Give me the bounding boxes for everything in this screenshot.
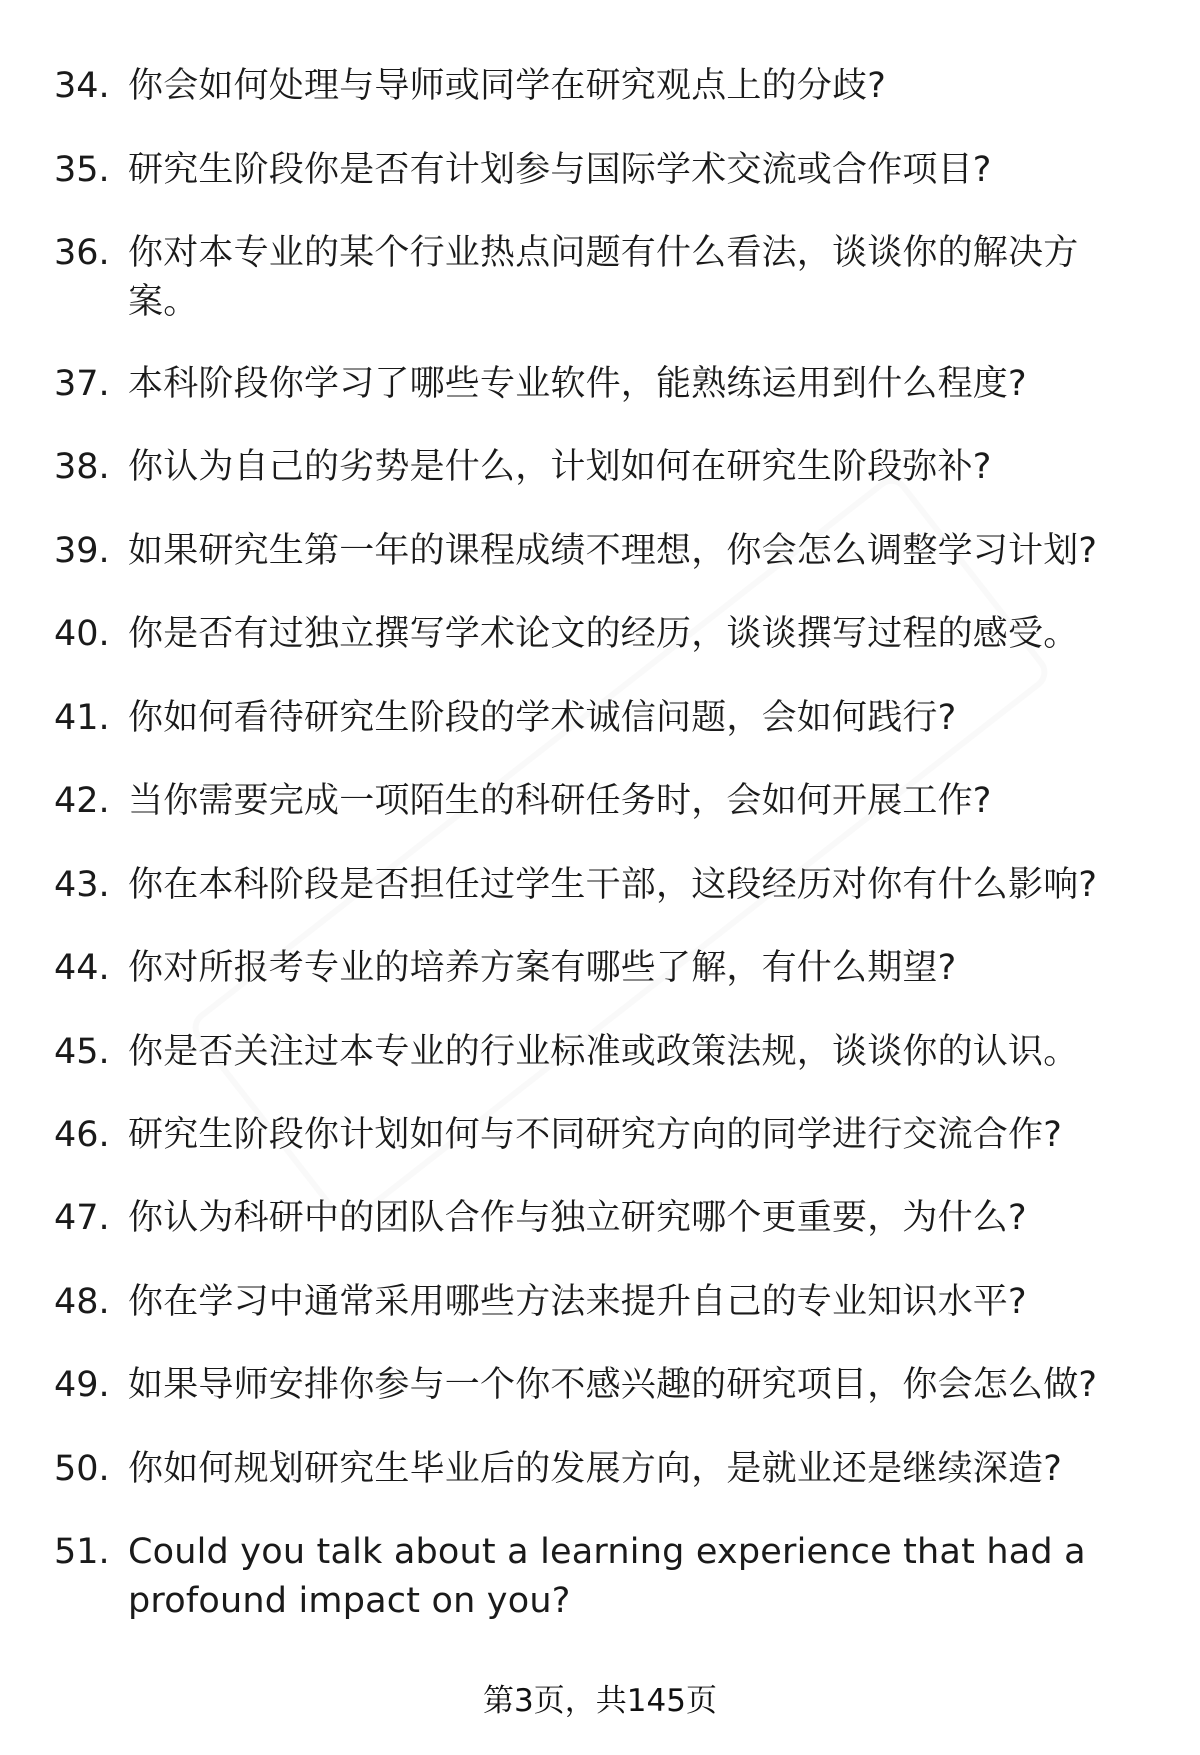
question-number: 38.: [54, 447, 110, 487]
question-text: Could you talk about a learning experience that had a profound impact on you?: [128, 1532, 1086, 1621]
question-number: 35.: [54, 150, 110, 190]
question-text: 你对所报考专业的培养方案有哪些了解，有什么期望?: [128, 948, 957, 988]
page-number: 第3页，共145页: [483, 1683, 717, 1719]
question-text: 你在学习中通常采用哪些方法来提升自己的专业知识水平?: [128, 1282, 1027, 1322]
question-number: 42.: [54, 781, 110, 821]
question-number: 40.: [54, 614, 110, 654]
question-text: 研究生阶段你是否有计划参与国际学术交流或合作项目?: [128, 150, 992, 190]
question-text: 如果研究生第一年的课程成绩不理想，你会怎么调整学习计划?: [128, 531, 1098, 571]
question-text: 你在本科阶段是否担任过学生干部，这段经历对你有什么影响?: [128, 865, 1098, 905]
question-number: 37.: [54, 364, 110, 404]
question-text: 你是否有过独立撰写学术论文的经历，谈谈撰写过程的感受。: [128, 614, 1079, 654]
question-number: 46.: [54, 1115, 110, 1155]
question-text: 研究生阶段你计划如何与不同研究方向的同学进行交流合作?: [128, 1115, 1062, 1155]
question-text: 你认为科研中的团队合作与独立研究哪个更重要，为什么?: [128, 1198, 1027, 1238]
question-number: 41.: [54, 698, 110, 738]
question-number: 47.: [54, 1198, 110, 1238]
question-text: 本科阶段你学习了哪些专业软件，能熟练运用到什么程度?: [128, 364, 1027, 404]
question-text: 你认为自己的劣势是什么，计划如何在研究生阶段弥补?: [128, 447, 992, 487]
question-number: 36.: [54, 233, 110, 273]
question-text: 你是否关注过本专业的行业标准或政策法规，谈谈你的认识。: [128, 1032, 1079, 1072]
question-text: 你如何看待研究生阶段的学术诚信问题，会如何践行?: [128, 698, 957, 738]
question-text: 你对本专业的某个行业热点问题有什么看法，谈谈你的解决方案。: [128, 233, 1079, 322]
question-text: 你会如何处理与导师或同学在研究观点上的分歧?: [128, 66, 886, 106]
question-number: 44.: [54, 948, 110, 988]
question-text: 当你需要完成一项陌生的科研任务时，会如何开展工作?: [128, 781, 992, 821]
question-number: 50.: [54, 1449, 110, 1489]
question-number: 49.: [54, 1365, 110, 1405]
question-number: 48.: [54, 1282, 110, 1322]
question-number: 45.: [54, 1032, 110, 1072]
question-text: 你如何规划研究生毕业后的发展方向，是就业还是继续深造?: [128, 1449, 1062, 1489]
question-number: 34.: [54, 66, 110, 106]
question-number: 39.: [54, 531, 110, 571]
question-text: 如果导师安排你参与一个你不感兴趣的研究项目，你会怎么做?: [128, 1365, 1098, 1405]
question-number: 43.: [54, 865, 110, 905]
question-number: 51.: [54, 1532, 110, 1572]
